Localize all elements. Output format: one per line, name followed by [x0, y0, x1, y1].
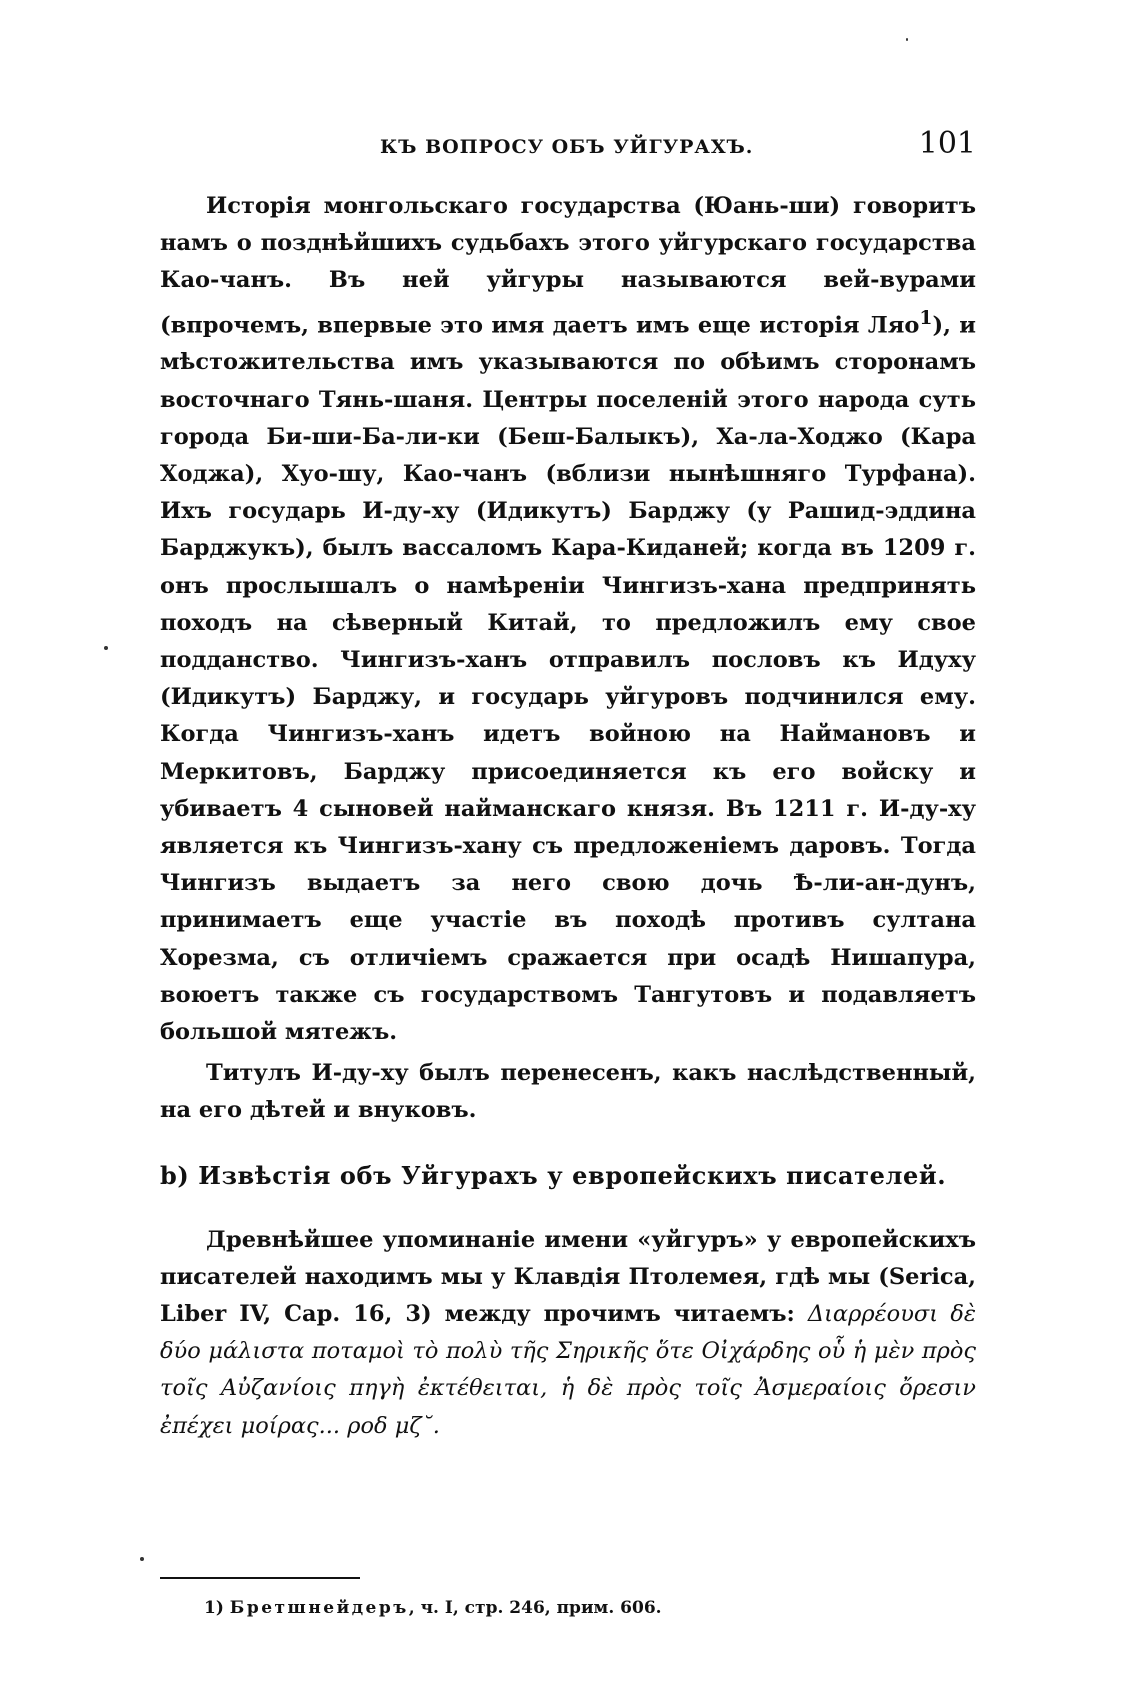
- footnote-rule: [160, 1577, 360, 1579]
- margin-speck: [906, 38, 908, 41]
- page-number: 101: [918, 126, 976, 161]
- text-block: [160, 188, 976, 1445]
- paragraph-3-text: Древнѣйшее упоминаніе имени «уйгуръ» у европейскихъ писателей находимъ мы у Клавдія Птолемея, гдѣ мы (Serica, Liber IV, Cap. 16, 3) между прочимъ читаемъ:: [160, 1226, 976, 1327]
- footnote: [204, 1595, 662, 1621]
- footnote-reference: 1: [919, 306, 933, 329]
- footnote-citation: , ч. I, стр. 246, прим. 606.: [408, 1598, 662, 1618]
- paragraph-ptolemy: [160, 1222, 976, 1445]
- paragraph-history-yuan-shi: [160, 188, 976, 1051]
- margin-speck: [104, 646, 108, 650]
- margin-speck: [140, 1557, 144, 1561]
- footnote-author: Бретшнейдеръ: [229, 1598, 409, 1618]
- running-title: КЪ ВОПРОСУ ОБЪ УЙГУРАХЪ.: [380, 136, 754, 158]
- footnote-number: 1): [204, 1598, 224, 1618]
- section-heading: b) Извѣстія объ Уйгурахъ у европейскихъ писателей.: [160, 1160, 947, 1190]
- running-head: [160, 126, 976, 166]
- greek-quotation: Διαρρέουσι δὲ δύο μάλιστα ποταμοὶ τὸ πολὺ τῆς Σηρικῆς ὅτε Οἰχάρδης οὗ ἡ μὲν πρὸς τοῖς Αὐζανίοις πηγὴ ἐκτέθειται, ἡ δὲ πρὸς τοῖς Ἀσμεραίοις ὄρεσιν ἐπέχει μοίρας... ροδ μζ˘.: [160, 1300, 976, 1439]
- paragraph-1-part-1: Исторія монгольскаго государства (Юань-ши) говоритъ намъ о позднѣйшихъ судьбахъ этого уйгурскаго государства Као-чанъ. Въ ней уйгуры называются вей-вурами (впрочемъ, впервые это имя даетъ имъ еще исторія Ляо: [160, 193, 976, 339]
- paragraph-1-part-2: ), и мѣстожительства имъ указываются по обѣимъ сторонамъ восточнаго Тянь-шаня. Центры поселеній этого народа суть города Би-ши-Ба-ли-ки (Беш-Балыкъ), Ха-ла-Ходжо (Кара Ходжа), Хуо-шу, Као-чанъ (вблизи нынѣшняго Турфана). Ихъ государь И-ду-ху (Идикутъ) Барджу (у Рашид-эддина Барджукъ), былъ вассаломъ Кара-Киданей; когда въ 1209 г. онъ прослышалъ о намѣреніи Чингизъ-хана предпринять походъ на сѣверный Китай, то предложилъ ему свое подданство. Чингизъ-ханъ отправилъ пословъ къ Идуху (Идикутъ) Барджу, и государь уйгуровъ подчинился ему. Когда Чингизъ-ханъ идетъ войною на Наймановъ и Меркитовъ, Барджу присоединяется къ его войску и убиваетъ 4 сыновей найманскаго князя. Въ 1211 г. И-ду-ху является къ Чингизъ-хану съ предложеніемъ даровъ. Тогда Чингизъ выдаетъ за него свою дочь Ѣ-ли-ан-дунъ, принимаетъ еще участіе въ походѣ противъ султана Хорезма, съ отличіемъ сражается при осадѣ Нишапура, воюетъ также съ государствомъ Тангутовъ и подавляетъ большой мятежъ.: [160, 312, 976, 1045]
- paragraph-title-inheritance: Титулъ И-ду-ху былъ перенесенъ, какъ наслѣдственный, на его дѣтей и внуковъ.: [160, 1060, 976, 1124]
